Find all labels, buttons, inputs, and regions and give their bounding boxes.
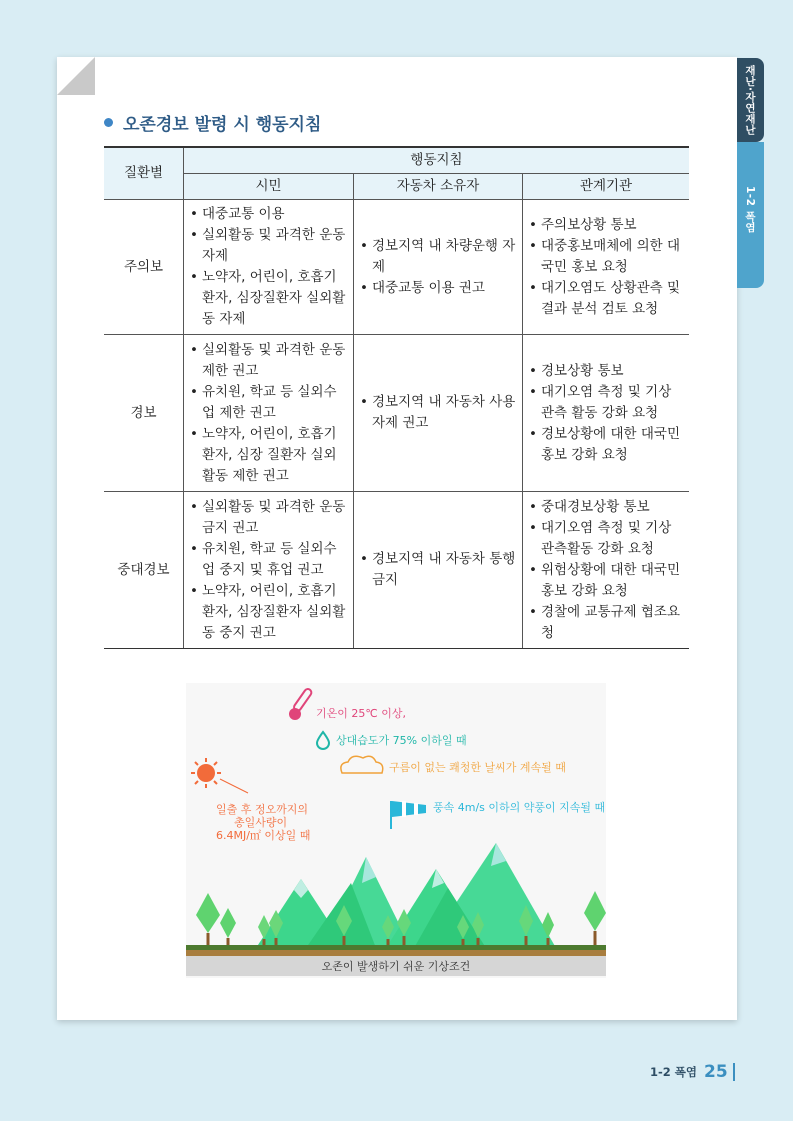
- ground-soil: [186, 950, 606, 956]
- list-item: • 유치원, 학교 등 실외수업 제한 권고: [190, 382, 347, 424]
- table-row: [104, 335, 689, 492]
- table-row: [104, 492, 689, 649]
- footer-divider: [733, 1063, 735, 1081]
- citizen-cell: [184, 335, 354, 492]
- list-item: • 경보지역 내 자동차 통행 금지: [360, 549, 516, 591]
- page-number: 25: [704, 1062, 728, 1082]
- car-owner-cell: [354, 492, 523, 649]
- illustration-caption: 오존이 발생하기 쉬운 기상조건: [321, 960, 471, 973]
- section-title: 오존경보 발령 시 행동지침: [123, 115, 322, 135]
- list-item: • 실외활동 및 과격한 운동 금지 권고: [190, 497, 347, 539]
- list-item: • 경보상황 통보: [529, 361, 683, 382]
- list-item: • 유치원, 학교 등 실외수업 중지 및 휴업 권고: [190, 539, 347, 581]
- list-item: • 노약자, 어린이, 호흡기환자, 심장 질환자 실외활동 제한 권고: [190, 424, 347, 487]
- citizen-cell: [184, 492, 354, 649]
- table-row: [104, 200, 689, 335]
- column-header-car-owner: 자동차 소유자: [354, 174, 523, 200]
- sun-text-line-1: 일출 후 정오까지의: [216, 803, 309, 816]
- list-item: • 실외활동 및 과격한 운동 자제: [190, 225, 347, 267]
- chapter-tab[interactable]: [737, 58, 764, 142]
- list-item: • 노약자, 어린이, 호흡기환자, 심장질환자 실외활동 자제: [190, 267, 347, 330]
- list-item: • 경보상황에 대한 대국민 홍보 강화 요청: [529, 424, 683, 466]
- wind-text: 풍속 4m/s 이하의 약풍이 지속될 때: [433, 801, 606, 814]
- bullet-dot-icon: [104, 118, 113, 127]
- car-owner-cell: [354, 200, 523, 335]
- footer-section-label: 1-2 폭염: [650, 1065, 697, 1079]
- list-item: • 대중교통 이용: [190, 204, 347, 225]
- level-cell: 경보: [104, 335, 184, 492]
- list-item: • 실외활동 및 과격한 운동 제한 권고: [190, 340, 347, 382]
- ozone-guideline-table: [104, 146, 689, 649]
- humidity-text: 상대습도가 75% 이하일 때: [336, 734, 467, 747]
- list-item: • 경보지역 내 자동차 사용 자제 권고: [360, 392, 516, 434]
- list-item: • 위험상황에 대한 대국민 홍보 강화 요청: [529, 560, 683, 602]
- sun-text-line-3: 6.4MJ/㎡ 이상일 때: [216, 829, 311, 842]
- page-fold-corner: [57, 57, 95, 95]
- list-item: • 경보지역 내 차량운행 자제: [360, 236, 516, 278]
- column-header-citizen: 시민: [184, 174, 354, 200]
- chapter-tab-label: 재난·자연재난: [744, 64, 756, 136]
- page-footer: [650, 1062, 735, 1082]
- section-heading: [104, 110, 321, 135]
- cloud-text: 구름이 없는 쾌청한 날씨가 계속될 때: [389, 761, 566, 774]
- ground-grass: [186, 945, 606, 950]
- list-item: • 대중교통 이용 권고: [360, 278, 516, 299]
- ozone-conditions-illustration: [186, 683, 606, 978]
- citizen-cell: [184, 200, 354, 335]
- list-item: • 대기오염도 상황관측 및 결과 분석 검토 요청: [529, 278, 683, 320]
- list-item: • 주의보상황 통보: [529, 215, 683, 236]
- agency-cell: [523, 200, 690, 335]
- sun-text-line-2: 총일사량이: [234, 816, 288, 829]
- list-item: • 중대경보상황 통보: [529, 497, 683, 518]
- header-group: 행동지침: [184, 147, 690, 174]
- agency-cell: [523, 335, 690, 492]
- section-tab-label: 1-2 폭염: [744, 186, 756, 233]
- level-cell: 주의보: [104, 200, 184, 335]
- column-header-agency: 관계기관: [523, 174, 690, 200]
- agency-cell: [523, 492, 690, 649]
- car-owner-cell: [354, 335, 523, 492]
- list-item: • 대기오염 측정 및 기상관측활동 강화 요청: [529, 518, 683, 560]
- list-item: • 경찰에 교통규제 협조요청: [529, 602, 683, 644]
- section-tab[interactable]: [737, 142, 764, 288]
- level-cell: 중대경보: [104, 492, 184, 649]
- list-item: • 노약자, 어린이, 호흡기환자, 심장질환자 실외활동 중지 권고: [190, 581, 347, 644]
- list-item: • 대중홍보매체에 의한 대국민 홍보 요청: [529, 236, 683, 278]
- header-level: 질환별: [104, 147, 184, 200]
- list-item: • 대기오염 측정 및 기상관측 활동 강화 요청: [529, 382, 683, 424]
- temperature-text: 기온이 25℃ 이상,: [316, 707, 406, 720]
